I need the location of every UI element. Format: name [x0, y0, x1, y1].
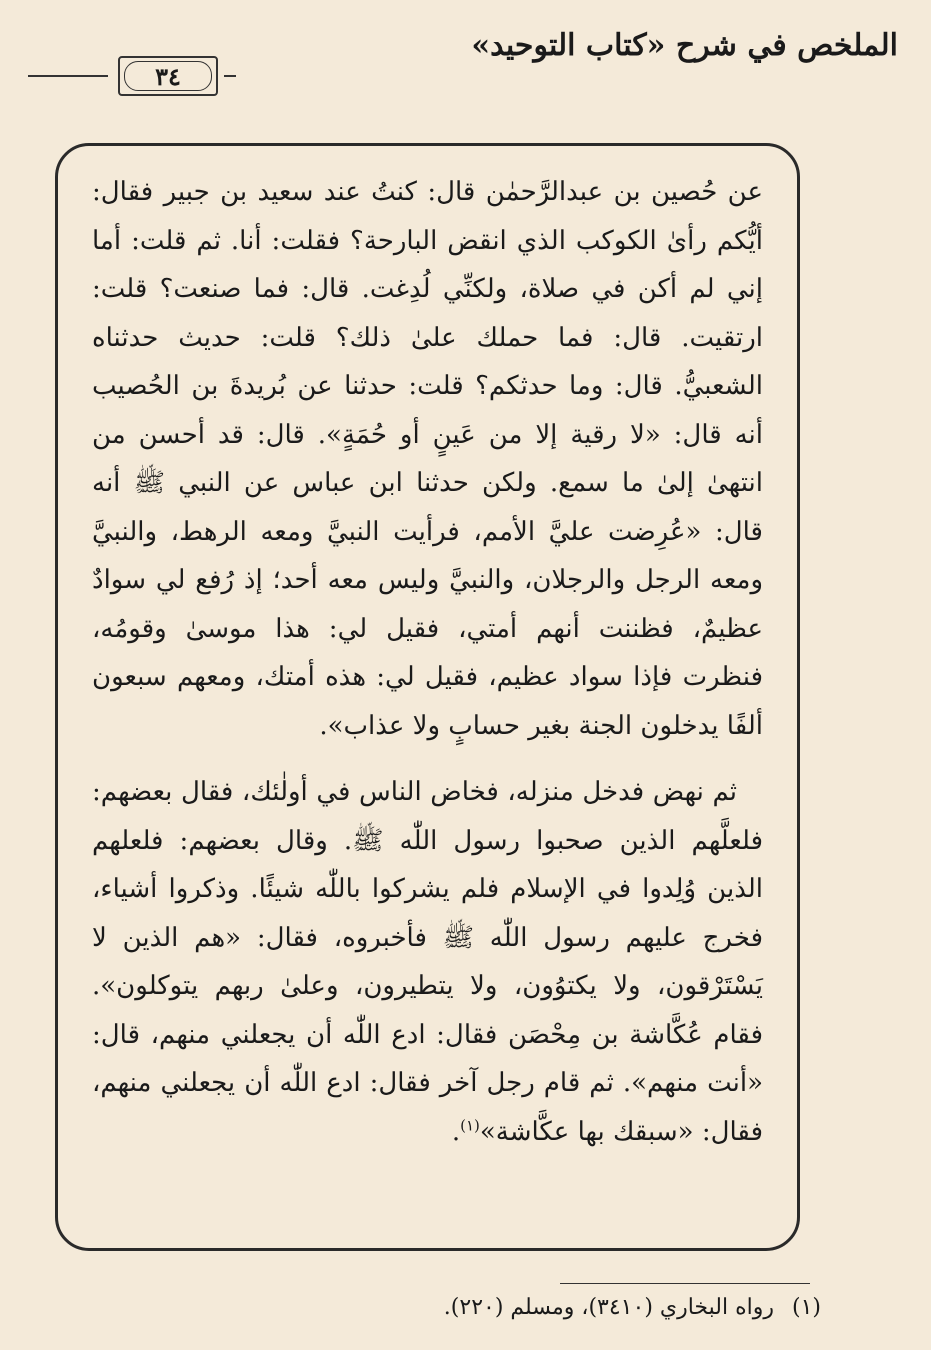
- page-number-box: [118, 56, 218, 96]
- footnote: [61, 1288, 821, 1328]
- page-number: ٣٤: [124, 61, 212, 91]
- footnote-divider: [560, 1283, 810, 1284]
- page-header: [28, 20, 898, 100]
- header-rule-left: [28, 75, 108, 77]
- footnote-number: (١): [791, 1295, 821, 1320]
- footnote-reference[interactable]: (١): [460, 1115, 480, 1134]
- hadith-paragraph-1: عن حُصين بن عبدالرَّحمٰن قال: كنتُ عند سعيد بن جبير فقال: أيُّكم رأىٰ الكوكب الذي انقض البارحة؟ فقلت: أنا. ثم قلت: أما إني لم أكن في صلاة، ولكنِّي لُدِغت. قال: فما صنعت؟ قلت: ارتقيت. قال: فما حملك علىٰ ذلك؟ قلت: حديث حدثناه الشعبيُّ. قال: وما حدثكم؟ قلت: حدثنا عن بُريدةَ بن الحُصيب أنه قال: «لا رقية إلا من عَينٍ أو حُمَةٍ». قال: قد أحسن من انتهىٰ إلىٰ ما سمع. ولكن حدثنا ابن عباس عن النبي ﷺ أنه قال: «عُرِضت عليَّ الأمم، فرأيت النبيَّ ومعه الرهط، والنبيَّ ومعه الرجل والرجلان، والنبيَّ وليس معه أحد؛ إذ رُفع لي سوادٌ عظيمٌ، فظننت أنهم أمتي، فقيل لي: هذا موسىٰ وقومُه، فنظرت فإذا سواد عظيم، فقيل لي: هذه أمتك، ومعهم سبعون ألفًا يدخلون الجنة بغير حسابٍ ولا عذاب».: [92, 177, 763, 741]
- text-frame: [55, 143, 800, 1251]
- hadith-paragraph-2-text: ثم نهض فدخل منزله، فخاض الناس في أولٰئك، فقال بعضهم: فلعلَّهم الذين صحبوا رسول اللّٰه ﷺ. وقال بعضهم: فلعلهم الذين وُلِدوا في الإسلام فلم يشركوا باللّٰه شيئًا. وذكروا أشياء، فخرج عليهم رسول اللّٰه ﷺ فأخبروه، فقال: «هم الذين لا يَسْتَرْقون، ولا يكتوُون، ولا يتطيرون، وعلىٰ ربهم يتوكلون». فقام عُكَّاشة بن مِحْصَن فقال: ادع اللّٰه أن يجعلني منهم، قال: «أنت منهم». ثم قام رجل آخر فقال: ادع اللّٰه أن يجعلني منهم، فقال: «سبقك بها عكَّاشة»: [92, 777, 763, 1147]
- book-title: الملخص في شرح «كتاب التوحيد»: [471, 28, 898, 63]
- footnote-text: رواه البخاري (٣٤١٠)، ومسلم (٢٢٠).: [443, 1295, 774, 1320]
- hadith-paragraph-2: ثم نهض فدخل منزله، فخاض الناس في أولٰئك، فقال بعضهم: فلعلَّهم الذين صحبوا رسول اللّٰه ﷺ. وقال بعضهم: فلعلهم الذين وُلِدوا في الإسلام فلم يشركوا باللّٰه شيئًا. وذكروا أشياء، فخرج عليهم رسول اللّٰه ﷺ فأخبروه، فقال: «هم الذين لا يَسْتَرْقون، ولا يكتوُون، ولا يتطيرون، وعلىٰ ربهم يتوكلون». فقام عُكَّاشة بن مِحْصَن فقال: ادع اللّٰه أن يجعلني منهم، قال: «أنت منهم». ثم قام رجل آخر فقال: ادع اللّٰه أن يجعلني منهم، فقال: «سبقك بها عكَّاشة»$^{(١)}$.: [92, 777, 763, 1147]
- header-rule-dash: [224, 75, 236, 77]
